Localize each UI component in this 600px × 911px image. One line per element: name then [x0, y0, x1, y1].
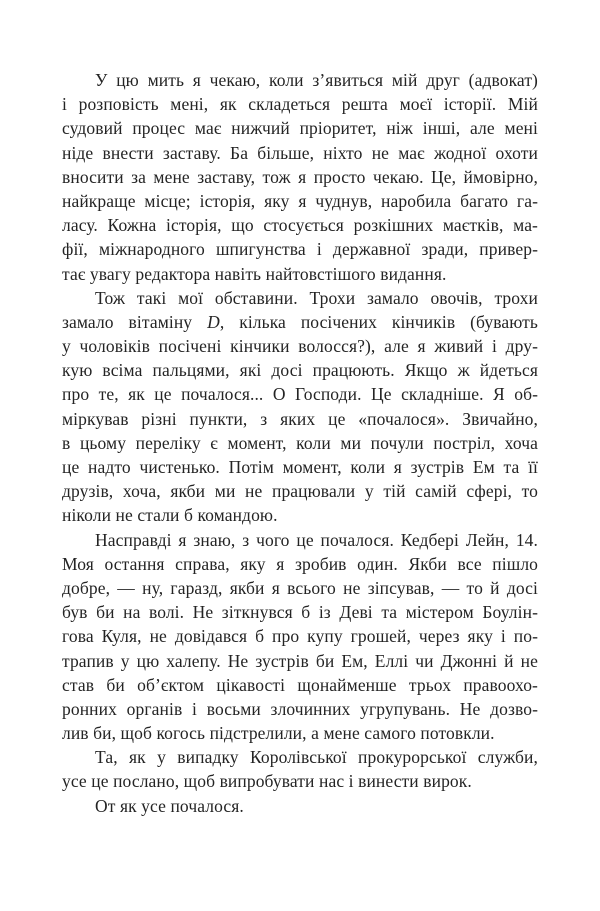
text-line: усе це послано, щоб випробувати нас і винести вирок. [62, 771, 472, 792]
text-line: це надто чистенько. Потім момент, коли я зустрів Ем та її [62, 457, 538, 477]
text-line: в цьому переліку є момент, коли ми почули постріл, хоча [62, 432, 538, 453]
text-line: кую всіма пальцями, які досі працюють. Якщо ж йдеться [62, 360, 538, 381]
text-line: Та, як у випадку Королівської прокурорської служби, [95, 747, 538, 768]
text-line: От як усе почалося. [95, 795, 244, 816]
text-line: лив би, щоб когось підстрелили, а мене самого потовкли. [62, 723, 495, 744]
text-line: замало вітаміну D, кілька посічених кінчиків (бувають [62, 311, 538, 332]
text-block [62, 68, 538, 818]
text-line: ніде внести заставу. Ба більше, ніхто не має жодної охоти [62, 142, 538, 163]
text-line: ронних органів і восьми злочинних угрупувань. Не дозво- [62, 698, 538, 719]
text-line: судовий процес має нижчий пріоритет, ніж інші, але мені [62, 118, 538, 139]
text-line: Насправді я знаю, з чого це почалося. Кедбері Лейн, 14. [95, 529, 538, 550]
text-line: Тож такі мої обставини. Трохи замало овочів, трохи [95, 287, 538, 308]
text-line: був би на волі. Не зіткнувся б із Деві та містером Боулін- [62, 602, 538, 623]
paragraph [62, 528, 538, 746]
text-line: у чоловіків посічені кінчики волосся?), але я живий і дру- [62, 336, 538, 357]
text-line: про те, як це почалося... О Господи. Це складніше. Я об- [62, 384, 538, 405]
text-line: вносити за мене заставу, тож я просто чекаю. Це, ймовірно, [62, 166, 538, 187]
text-line: гова Куля, не довідався б про купу грошей, через яку і по- [62, 626, 538, 647]
text-line: найкраще місце; історія, яку я чуднув, наробила багато га- [62, 190, 538, 211]
paragraph [62, 68, 538, 286]
text-line: міркував різні пункти, з яких це «почалося». Звичайно, [62, 408, 538, 429]
paragraph [62, 794, 538, 818]
text-line: і розповість мені, як складеться решта моєї історії. Мій [62, 94, 538, 115]
text-line: У цю мить я чекаю, коли з’явиться мій друг (адвокат) [95, 70, 538, 90]
paragraph [62, 745, 538, 793]
text-line: Моя остання справа, яку я зробив один. Якби все пішло [62, 553, 538, 574]
text-line: добре, — ну, гаразд, якби я всього не зіпсував, — то й досі [62, 577, 538, 598]
text-line: фії, міжнародного шпигунства і державної зради, привер- [62, 239, 538, 260]
text-line: трапив у цю халепу. Не зустрів би Ем, Еллі чи Джонні й не [62, 650, 538, 671]
text-line: ніколи не стали б командою. [62, 505, 278, 526]
text-line: друзів, хоча, якби ми не працювали у тій самій сфері, то [62, 481, 538, 502]
text-line: ласу. Кожна історія, що стосується розкішних маєтків, ма- [62, 215, 538, 236]
paragraph [62, 286, 538, 528]
text-line: тає увагу редактора навіть найтовстішого видання. [62, 263, 447, 284]
text-line: став би об’єктом цікавості щонайменше трьох правоохо- [62, 674, 538, 695]
